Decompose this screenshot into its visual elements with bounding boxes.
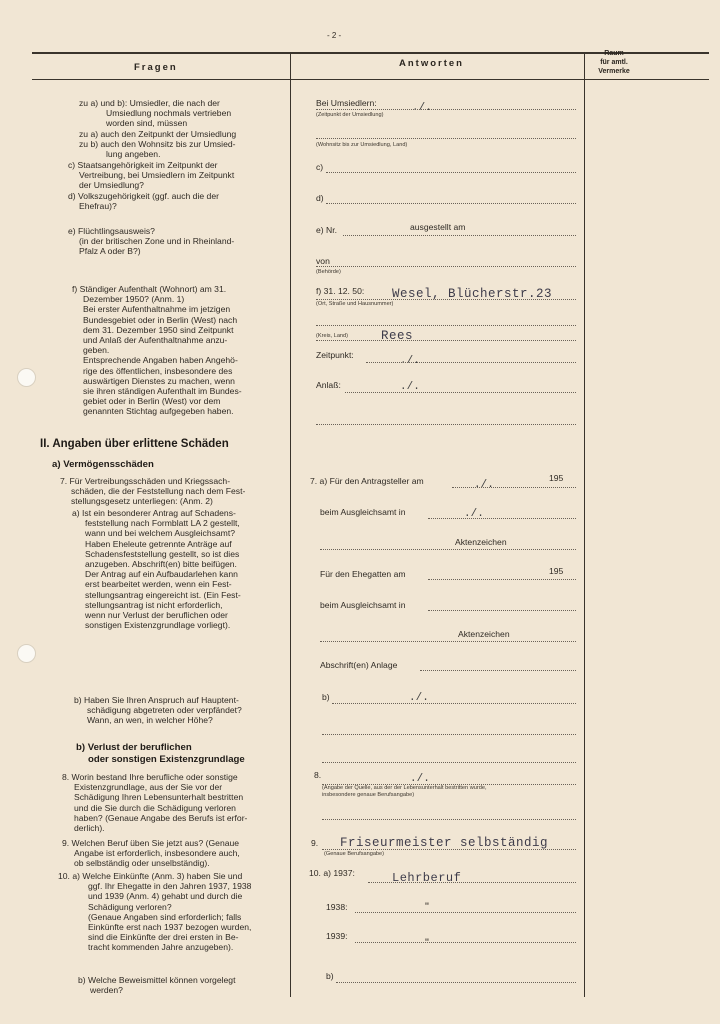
umsiedler-note: (Zeitpunkt der Umsiedlung) <box>316 112 384 118</box>
question-f: f) Ständiger Aufenthalt (Wohnort) am 31. Dezember 1950? (Anm. 1) Bei erster Aufenthaltnahme im jetzigen Bundesgebiet oder in Berlin (West) nach dem 31. Dezember 1950 sind Zeitpunkt und Anlaß der Aufenthaltnahme anzu- geben. Entsprechende Angaben haben Angehö- rige des öffentlichen, insbesondere des auswärtigen Dienstes zu machen, wenn sie ihren ständigen Aufenthalt im Bundes- gebiet oder in Berlin (West) vor dem genannten Stichtag aufgegeben haben. <box>72 284 242 417</box>
line-10-1937 <box>368 882 576 883</box>
answer-zeitpunkt-label: Zeitpunkt: <box>316 350 354 360</box>
question-7b: b) Haben Sie Ihren Anspruch auf Hauptent- schädigung abgetreten oder verpfändet? Wann, an wen, in welcher Höhe? <box>74 695 242 726</box>
answer-anlass-value[interactable]: ./. <box>400 381 420 393</box>
answer-8-label: 8. <box>314 770 322 780</box>
line-anlass <box>345 392 576 393</box>
answer-umsiedler-value[interactable]: ./. <box>412 102 432 114</box>
header-answers: Antworten <box>399 58 464 69</box>
header-questions: Fragen <box>134 62 178 73</box>
line-d[interactable] <box>326 203 576 204</box>
answer-f-value[interactable]: Wesel, Blücherstr.23 <box>392 287 553 301</box>
question-9: 9. Welchen Beruf üben Sie jetzt aus? (Genaue Angabe ist erforderlich, insbesondere auch, ob selbständig oder unselbständig). <box>62 838 240 869</box>
answer-abschrift-label: Abschrift(en) Anlage <box>320 660 398 670</box>
line-e[interactable] <box>343 235 576 236</box>
answer-ausgleichsamt-label: beim Ausgleichsamt in <box>320 507 406 517</box>
answer-anlass-label: Anlaß: <box>316 380 341 390</box>
answer-aktenzeichen-1: Aktenzeichen <box>455 537 507 547</box>
section-2a-heading: a) Vermögensschäden <box>52 459 154 470</box>
line-10b[interactable] <box>336 982 576 983</box>
header-official-line3: Vermerke <box>598 68 630 75</box>
answer-10-1937-label: 10. a) 1937: <box>309 868 355 878</box>
question-block-umsiedler: zu a) und b): Umsiedler, die nach der Umsiedlung nochmals vertrieben worden sind, müssen zu a) auch den Zeitpunkt der Umsiedlung zu b) auch den Wohnsitz bis zur Umsied- lung angeben. <box>79 98 237 160</box>
answer-10-1938-value[interactable]: " <box>425 901 429 913</box>
question-c: c) Staatsangehörigkeit im Zeitpunkt der Vertreibung, bei Umsiedlern im Zeitpunkt der Umsiedlung? <box>68 160 235 191</box>
answer-aktenzeichen-2: Aktenzeichen <box>458 629 510 639</box>
answer-9-value[interactable]: Friseurmeister selbständig <box>340 836 549 850</box>
answer-ehegatten-label: Für den Ehegatten am <box>320 569 406 579</box>
line-ausgleichsamt-2 <box>428 610 576 611</box>
column-divider-left <box>290 52 291 997</box>
page-number: - 2 - <box>327 31 342 40</box>
line-zeitpunkt <box>366 362 576 363</box>
answer-ehegatten-year: 195 <box>549 566 564 576</box>
answer-7b-value[interactable]: ./. <box>409 692 429 704</box>
header-bottom-rule <box>32 79 709 80</box>
answer-8-value[interactable]: ./. <box>410 773 430 785</box>
question-e: e) Flüchtlingsausweis? (in der britischen Zone und in Rheinland- Pfalz A oder B?) <box>68 226 235 257</box>
question-10b: b) Welche Beweismittel können vorgelegt werden? <box>78 975 236 996</box>
answer-ausgleichsamt-2-label: beim Ausgleichsamt in <box>320 600 406 610</box>
answer-10-1939-value[interactable]: " <box>425 937 429 949</box>
answer-7a-value[interactable]: ./. <box>474 479 494 491</box>
question-7a: a) Ist ein besonderer Antrag auf Schadens- feststellung nach Formblatt LA 2 gestellt, wann und bei welchem Ausgleichsamt? Haben Eheleute getrennte Anträge auf Schadensfeststellung gestellt, so ist dies anzugeben. Abschrift(en) bitte beifügen. Der Antrag auf ein Aufbaudarlehen kann erst bearbeitet werden, wenn ein Fest- stellungsantrag eingereicht ist. (Ein Fest- stellungsantrag ist nicht erforderlich, wenn nur Verlust der beruflichen oder sonstigen Existenzgrundlage vorliegt). <box>72 508 241 631</box>
behoerde-note: (Behörde) <box>316 269 341 275</box>
answer-9-label: 9. <box>311 838 319 848</box>
wohnsitz-note: (Wohnsitz bis zur Umsiedlung, Land) <box>316 142 408 148</box>
answer-kreis-value[interactable]: Rees <box>381 329 414 343</box>
line-ausgleichsamt <box>428 518 576 519</box>
answer-ausgleichsamt-value[interactable]: ./. <box>464 508 484 520</box>
answer-10-1938-label: 1938: <box>326 902 348 912</box>
line-7b-3 <box>322 762 576 763</box>
answer-7a-year: 195 <box>549 473 564 483</box>
line-kreis <box>316 340 576 341</box>
line-10-1939 <box>355 942 576 943</box>
line-7b-2 <box>322 734 576 735</box>
answer-8-note: (Angabe der Quelle, aus der der Lebensunterhalt bestritten wurde, insbesondere genaue Berufsangabe) <box>322 785 487 798</box>
answer-von-label: von <box>316 256 330 266</box>
line-wohnsitz <box>316 138 576 139</box>
kreis-note: (Kreis, Land) <box>316 333 349 339</box>
answer-e-ausgestellt-label: ausgestellt am <box>410 222 466 232</box>
punch-hole-upper <box>17 368 36 387</box>
header-official-line2: für amtl. <box>600 59 628 66</box>
line-umsiedler <box>316 109 576 110</box>
answer-c-label: c) <box>316 162 324 172</box>
line-ehegatten <box>428 579 576 580</box>
line-aktenzeichen-1 <box>320 549 576 550</box>
section-2-heading: II. Angaben über erlittene Schäden <box>40 438 229 450</box>
question-d: d) Volkszugehörigkeit (ggf. auch die der Ehefrau)? <box>68 191 219 212</box>
line-f2 <box>316 325 576 326</box>
answer-9-note: (Genaue Berufsangabe) <box>324 851 385 857</box>
answer-zeitpunkt-value[interactable]: ./. <box>400 355 420 367</box>
line-anlass-2 <box>316 424 576 425</box>
line-von[interactable] <box>316 266 576 267</box>
f-note: (Ort, Straße und Hausnummer) <box>316 301 394 307</box>
line-7a <box>452 487 576 488</box>
punch-hole-lower <box>17 644 36 663</box>
question-8: 8. Worin bestand Ihre berufliche oder sonstige Existenzgrundlage, aus der Sie vor der Schädigung Ihren Lebensunterhalt bestritten und die Sie durch die Schädigung verloren haben? (Genaue Angabe des Berufs ist erfor- derlich). <box>62 772 248 834</box>
line-abschrift <box>420 670 576 671</box>
answer-e-nr-label: e) Nr. <box>316 225 338 235</box>
line-8-2 <box>322 819 576 820</box>
answer-7b-label: b) <box>322 692 330 702</box>
column-divider-right <box>584 52 585 997</box>
line-9 <box>322 849 576 850</box>
line-f <box>316 299 576 300</box>
answer-d-label: d) <box>316 193 324 203</box>
question-7: 7. Für Vertreibungsschäden und Kriegssach- schäden, die der Feststellung nach dem Fest- stellungsgesetz unterliegen: (Anm. 2) <box>60 476 246 507</box>
line-aktenzeichen-2 <box>320 641 576 642</box>
section-2b-heading: b) Verlust der beruflichen oder sonstigen Existenzgrundlage <box>76 742 245 765</box>
answer-umsiedler-label: Bei Umsiedlern: <box>316 98 377 108</box>
answer-10b-label: b) <box>326 971 334 981</box>
line-c[interactable] <box>326 172 576 173</box>
header-official <box>586 49 642 76</box>
answer-10-1939-label: 1939: <box>326 931 348 941</box>
answer-10-1937-value[interactable]: Lehrberuf <box>392 871 462 885</box>
header-official-line1: Raum <box>604 50 624 57</box>
line-7b <box>332 703 576 704</box>
answer-7a-label: 7. a) Für den Antragsteller am <box>310 476 424 486</box>
line-10-1938 <box>355 912 576 913</box>
answer-f-date: f) 31. 12. 50: <box>316 286 365 296</box>
question-10a: 10. a) Welche Einkünfte (Anm. 3) haben Sie und ggf. Ihr Ehegatte in den Jahren 1937, 1938 und 1939 (Anm. 4) gehabt und durch die Schädigung verloren? (Genaue Angaben sind erforderlich; falls Einkünfte erst nach 1937 bezogen wurden, sind die Einkünfte der drei ersten in Be- tracht kommenden Jahre anzugeben). <box>58 871 252 953</box>
